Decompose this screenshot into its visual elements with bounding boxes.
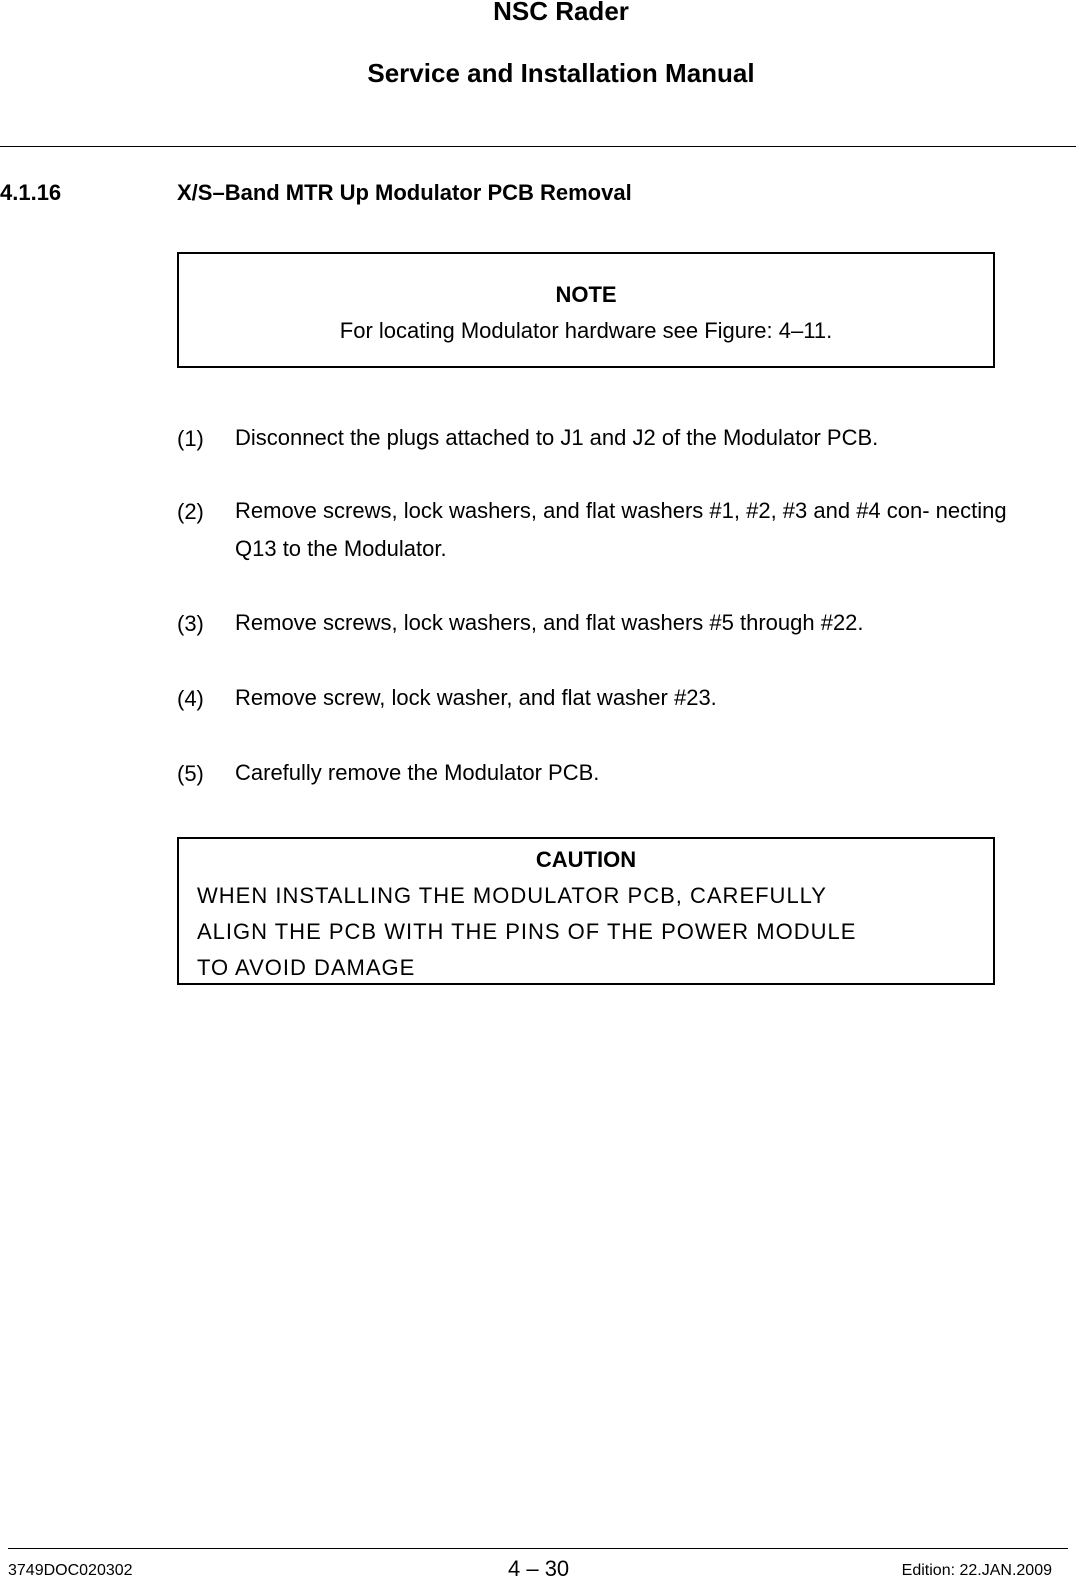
note-box (177, 252, 995, 368)
step-text: Remove screws, lock washers, and flat washers #5 through #22. (235, 610, 864, 635)
note-heading: NOTE (555, 282, 617, 307)
step-text: Disconnect the plugs attached to J1 and J2 of the Modulator PCB. (235, 425, 879, 450)
step-text: Remove screws, lock washers, and flat washers #1, #2, #3 and #4 con- necting Q13 to the Modulator. (235, 498, 1007, 561)
document-title: NSC Rader (493, 0, 629, 26)
note-text: For locating Modulator hardware see Figure: 4–11. (339, 318, 833, 343)
caution-heading: CAUTION (535, 847, 637, 872)
footer-divider (8, 1548, 1068, 1549)
step-number: (1) (177, 426, 204, 451)
caution-text-line: WHEN INSTALLING THE MODULATOR PCB, CAREFULLY (197, 883, 827, 908)
step-number: (2) (177, 499, 204, 524)
document-number: 3749DOC020302 (8, 1562, 133, 1579)
step-text: Remove screw, lock washer, and flat washer #23. (235, 685, 717, 710)
document-subtitle: Service and Installation Manual (367, 58, 755, 88)
step-number: (4) (177, 686, 204, 711)
header-divider (0, 146, 1076, 147)
caution-box (177, 837, 995, 985)
caution-text-line: ALIGN THE PCB WITH THE PINS OF THE POWER MODULE (197, 919, 857, 944)
section-title: X/S–Band MTR Up Modulator PCB Removal (177, 180, 632, 205)
caution-text-line: TO AVOID DAMAGE (197, 955, 416, 980)
step-text: Carefully remove the Modulator PCB. (235, 760, 600, 785)
step-number: (5) (177, 761, 204, 786)
page-number: 4 – 30 (508, 1556, 570, 1581)
section-number: 4.1.16 (0, 180, 62, 205)
edition-date: Edition: 22.JAN.2009 (901, 1562, 1052, 1579)
step-number: (3) (177, 611, 204, 636)
